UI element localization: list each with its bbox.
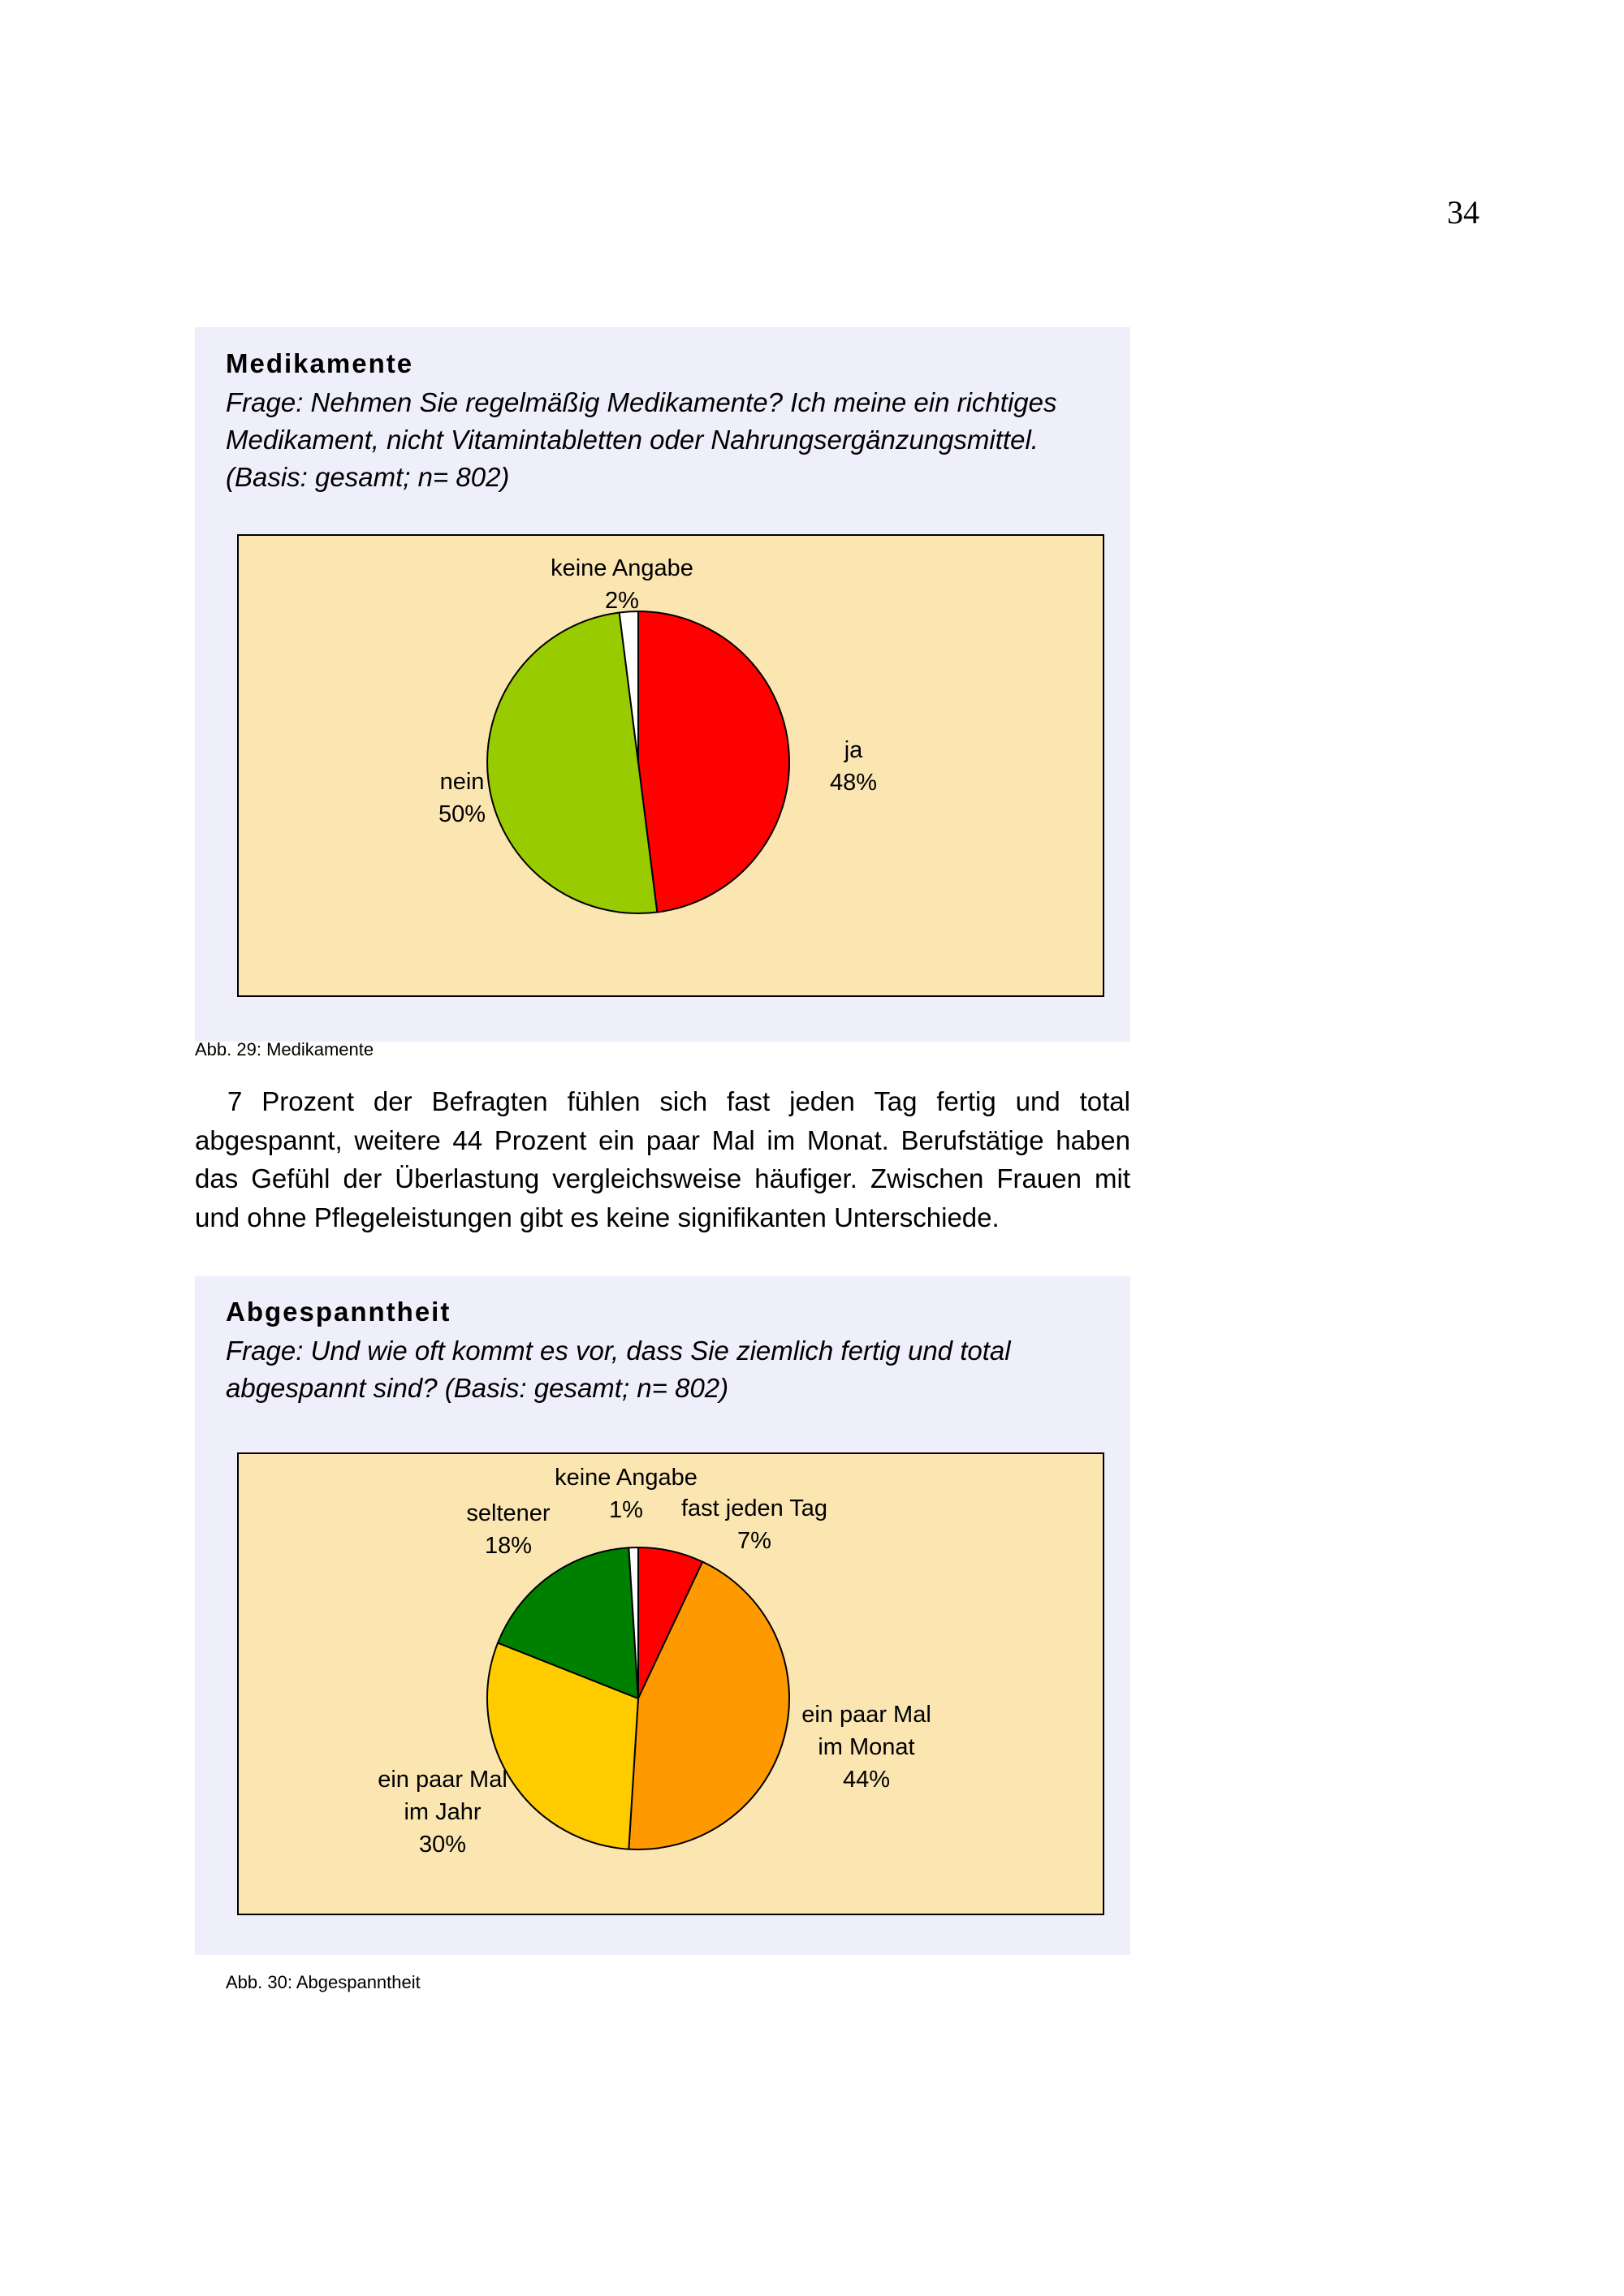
- chart-box-medikamente: [237, 534, 1104, 997]
- figure-title: Medikamente: [226, 348, 414, 378]
- chart-box-abgespanntheit: [237, 1452, 1104, 1915]
- pie-label-fast-jeden-tag: fast jeden Tag 7%: [680, 1495, 828, 1554]
- figure-title: Abgespanntheit: [226, 1297, 451, 1327]
- pie-chart-medikamente: [239, 536, 1103, 995]
- figure-question: Frage: Und wie oft kommt es vor, dass Sie ziemlich fertig und total abgespannt sind? (Basis: gesamt; n= 802): [226, 1336, 1011, 1403]
- pie-chart-abgespanntheit: [239, 1454, 1103, 1914]
- figure-caption: Abb. 30: Abgespanntheit: [226, 1972, 421, 1992]
- pie-label-keine-angabe: keine Angabe 1%: [555, 1465, 698, 1523]
- pie-label-ein-paar-mal-im-monat: ein paar Mal im Monat 44%: [801, 1702, 931, 1793]
- pie-label-keine-angabe: keine Angabe 2%: [551, 555, 693, 614]
- body-paragraph: 7 Prozent der Befragten fühlen sich fast jeden Tag fertig und total abgespannt, weitere 44 Prozent ein paar Mal im Monat. Berufstätige haben das Gefühl der Überlastung vergleichsweise häufiger. Zwischen Frauen mit und ohne Pflegeleistungen gibt es keine signifikanten Unterschiede.: [195, 1086, 1130, 1232]
- pie-label-nein: nein 50%: [438, 769, 486, 827]
- figure-question: Frage: Nehmen Sie regelmäßig Medikamente? Ich meine ein richtiges Medikament, nicht Vitamintabletten oder Nahrungsergänzungsmittel. (Basis: gesamt; n= 802): [226, 387, 1057, 492]
- pie-label-ein-paar-mal-im-jahr: ein paar Mal im Jahr 30%: [378, 1767, 508, 1858]
- pie-label-seltener: seltener 18%: [466, 1500, 551, 1559]
- pie-label-ja: ja 48%: [829, 737, 878, 796]
- figure-panel-abgespanntheit: [195, 1276, 1130, 1955]
- pie-slice-ja: [638, 611, 789, 913]
- page-number: 34: [1447, 194, 1479, 231]
- figure-panel-medikamente: [195, 327, 1130, 1042]
- figure-caption: Abb. 29: Medikamente: [195, 1039, 374, 1060]
